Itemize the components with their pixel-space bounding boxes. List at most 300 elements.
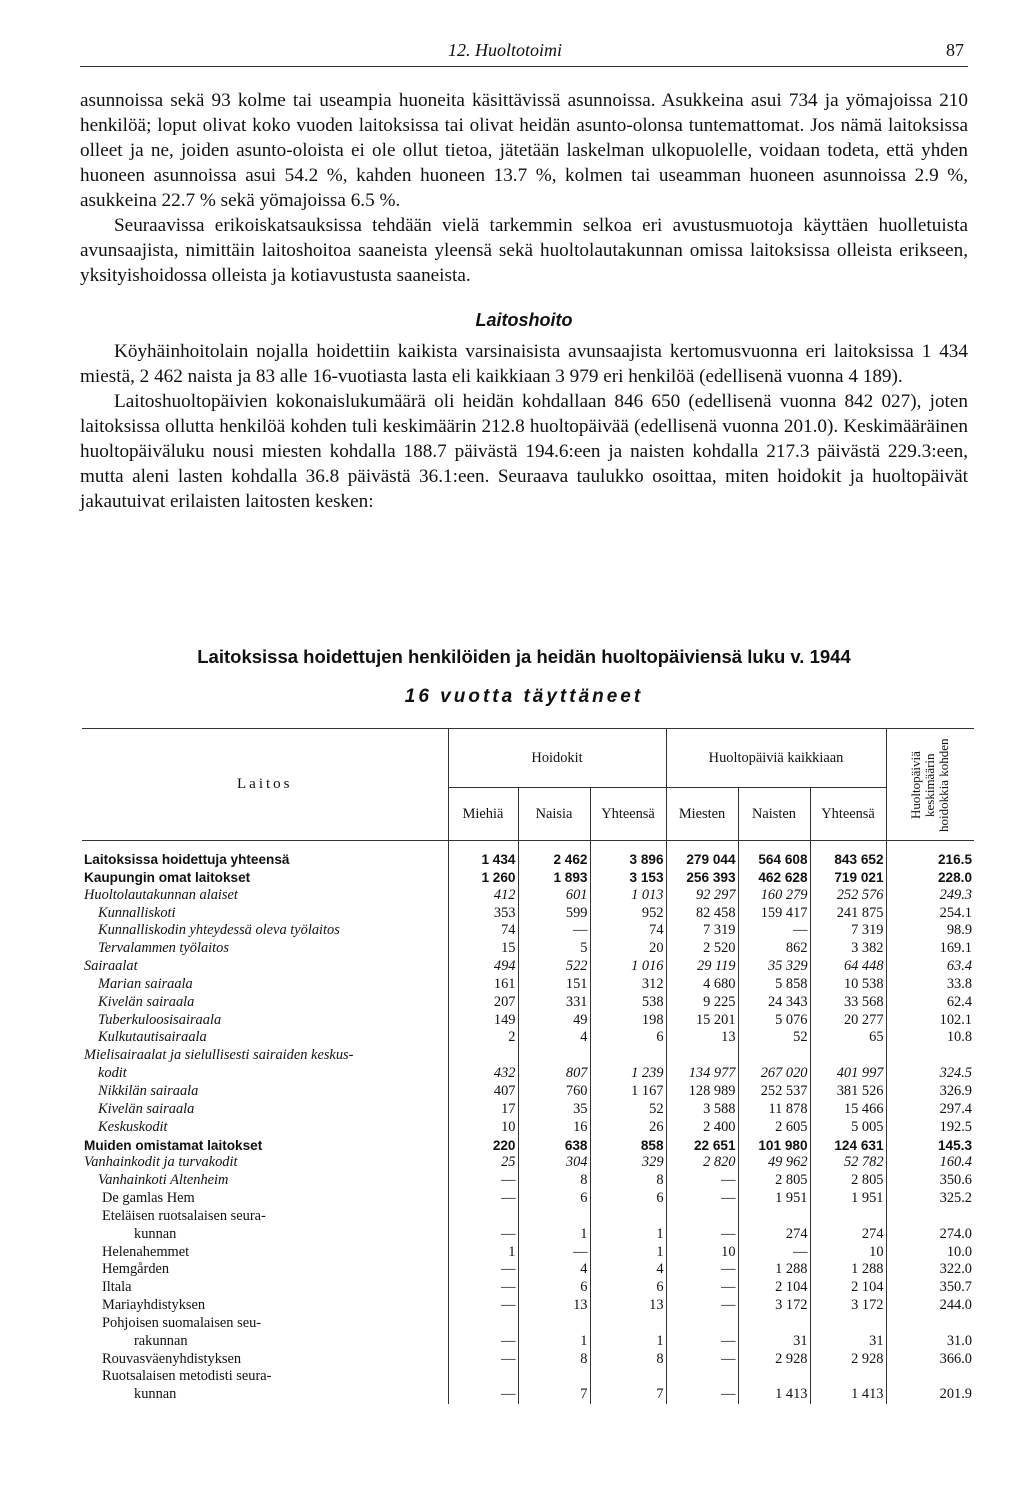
row-label: Muiden omistamat laitokset [84, 1137, 263, 1153]
row-value: 82 458 [666, 905, 738, 923]
row-value: 201.9 [886, 1386, 974, 1404]
table-row [82, 1279, 974, 1297]
row-value: 161 [448, 976, 518, 994]
row-value [738, 1368, 810, 1386]
row-value: 1 [590, 1226, 666, 1244]
row-value: 760 [518, 1083, 590, 1101]
row-value: 381 526 [810, 1083, 886, 1101]
row-value: 7 319 [666, 922, 738, 940]
row-value: 353 [448, 905, 518, 923]
row-value: 2 520 [666, 940, 738, 958]
row-label: Tuberkuloosisairaala [98, 1011, 222, 1028]
page-number: 87 [946, 40, 964, 60]
row-value: 274 [738, 1226, 810, 1244]
row-value: 1 167 [590, 1083, 666, 1101]
row-value: 160.4 [886, 1154, 974, 1172]
row-value: 1 893 [518, 869, 590, 887]
table-body [82, 841, 974, 1405]
row-value: 2 400 [666, 1119, 738, 1137]
row-value [666, 1047, 738, 1065]
table-row [82, 1172, 974, 1190]
row-value: 2 820 [666, 1154, 738, 1172]
row-value: 2 928 [738, 1351, 810, 1369]
row-value: 322.0 [886, 1261, 974, 1279]
table-row [82, 869, 974, 887]
row-value: 241 875 [810, 905, 886, 923]
row-value: 10 [666, 1244, 738, 1262]
row-value: 4 [590, 1261, 666, 1279]
row-value: 52 [590, 1101, 666, 1119]
row-value: 13 [518, 1297, 590, 1315]
row-value: 16 [518, 1119, 590, 1137]
row-value: 15 201 [666, 1012, 738, 1030]
row-value: 151 [518, 976, 590, 994]
row-value: — [666, 1226, 738, 1244]
paragraph: Seuraavissa erikoiskatsauksissa tehdään vielä tarkemmin selkoa eri avustusmuotoja käyttäen huolletuista avunsaajista, nimittäin laitoshoitoa saaneista yleensä sekä huoltolautakunnan omissa laitoksissa olleista erikseen, yksityishoidossa olleista ja kotiavustusta saaneista. [80, 215, 968, 286]
row-label: Kulkutautisairaala [98, 1029, 207, 1046]
row-value: 244.0 [886, 1297, 974, 1315]
row-value: 350.7 [886, 1279, 974, 1297]
table-row [82, 1119, 974, 1137]
table-row [82, 1101, 974, 1119]
row-label: De gamlas Hem [102, 1190, 195, 1207]
row-value: 102.1 [886, 1012, 974, 1030]
row-value: — [666, 1351, 738, 1369]
row-value [886, 1047, 974, 1065]
row-value: 74 [448, 922, 518, 940]
row-value: 31 [810, 1333, 886, 1351]
row-value: 5 858 [738, 976, 810, 994]
row-value: 3 896 [590, 841, 666, 869]
header-miehia: Miehiä [448, 788, 518, 841]
row-value: 35 329 [738, 958, 810, 976]
row-value: 31 [738, 1333, 810, 1351]
row-value: 267 020 [738, 1065, 810, 1083]
row-label: Kaupungin omat laitokset [84, 869, 251, 885]
table-row [82, 958, 974, 976]
row-value: 63.4 [886, 958, 974, 976]
row-value: 13 [590, 1297, 666, 1315]
row-value: 432 [448, 1065, 518, 1083]
row-value: 1 288 [738, 1261, 810, 1279]
row-value: 134 977 [666, 1065, 738, 1083]
table-row [82, 976, 974, 994]
row-value: 5 076 [738, 1012, 810, 1030]
row-value: 3 153 [590, 869, 666, 887]
row-value [886, 1315, 974, 1333]
row-value: 401 997 [810, 1065, 886, 1083]
header-naisia: Naisia [518, 788, 590, 841]
row-label: Kunnalliskoti [98, 904, 176, 921]
row-value: 11 878 [738, 1101, 810, 1119]
row-value: 64 448 [810, 958, 886, 976]
row-value [590, 1047, 666, 1065]
row-value [448, 1368, 518, 1386]
row-value [518, 1047, 590, 1065]
row-value: 2 605 [738, 1119, 810, 1137]
row-value: 9 225 [666, 994, 738, 1012]
row-value: 10 [810, 1244, 886, 1262]
row-value: 522 [518, 958, 590, 976]
row-value: 159 417 [738, 905, 810, 923]
row-value [448, 1047, 518, 1065]
row-value: 3 172 [738, 1297, 810, 1315]
table-row [82, 1047, 974, 1065]
row-value: 4 [518, 1261, 590, 1279]
row-value: 26 [590, 1119, 666, 1137]
row-label: Ruotsalaisen metodisti seura- [102, 1368, 272, 1385]
row-value: 1 413 [810, 1386, 886, 1404]
row-value: 6 [590, 1279, 666, 1297]
row-value: 494 [448, 958, 518, 976]
row-label: Laitoksissa hoidettuja yhteensä [84, 852, 290, 867]
table-row [82, 1083, 974, 1101]
row-label: Huoltolautakunnan alaiset [84, 886, 238, 903]
table-row [82, 841, 974, 869]
row-value: 15 466 [810, 1101, 886, 1119]
row-value: 1 013 [590, 887, 666, 905]
table-row [82, 1244, 974, 1262]
row-value: 2 [448, 1029, 518, 1047]
row-value: 4 [518, 1029, 590, 1047]
row-label: Mielisairaalat ja sielullisesti sairaiden keskus- [84, 1047, 354, 1064]
row-value: 49 962 [738, 1154, 810, 1172]
row-value: 1 434 [448, 841, 518, 869]
row-value: 1 [518, 1333, 590, 1351]
row-value: 98.9 [886, 922, 974, 940]
row-value: 6 [590, 1029, 666, 1047]
row-value: — [666, 1279, 738, 1297]
row-value: 2 805 [738, 1172, 810, 1190]
row-value: — [666, 1190, 738, 1208]
row-label: rakunnan [134, 1332, 188, 1349]
row-label: Mariayhdistyksen [102, 1297, 206, 1314]
row-value: 192.5 [886, 1119, 974, 1137]
row-value: 33 568 [810, 994, 886, 1012]
row-label: Pohjoisen suomalaisen seu- [102, 1314, 262, 1331]
row-label: kodit [98, 1065, 127, 1082]
row-value: 407 [448, 1083, 518, 1101]
row-value: 324.5 [886, 1065, 974, 1083]
row-value [590, 1368, 666, 1386]
row-value: — [448, 1190, 518, 1208]
row-value: 1 [590, 1333, 666, 1351]
row-value: — [666, 1333, 738, 1351]
row-value [886, 1208, 974, 1226]
row-value [518, 1368, 590, 1386]
table-row [82, 1012, 974, 1030]
row-value: 304 [518, 1154, 590, 1172]
row-value [738, 1315, 810, 1333]
row-value: — [666, 1172, 738, 1190]
table-row [82, 1226, 974, 1244]
row-value: 7 [590, 1386, 666, 1404]
row-value: 3 588 [666, 1101, 738, 1119]
row-value: 13 [666, 1029, 738, 1047]
row-value [886, 1368, 974, 1386]
row-value: 599 [518, 905, 590, 923]
row-label: Vanhainkoti Altenheim [98, 1172, 229, 1189]
row-value: 1 [518, 1226, 590, 1244]
row-value: 350.6 [886, 1172, 974, 1190]
row-value: 7 [518, 1386, 590, 1404]
paragraph: Laitoshuoltopäivien kokonaislukumäärä oli heidän kohdallaan 846 650 (edellisenä vuonna 842 027), joten laitoksissa ollutta henkilöä kohden tuli keskimäärin 212.8 huoltopäivää (edellisenä vuonna 201.0). Keskimääräinen huoltopäiväluku nousi miesten kohdalla 188.7 päivästä 194.6:een ja naisten kohdalla 217.3 päivästä 229.3:een, mutta aleni lasten kohdalla 36.8 päivästä 36.1:een. Seuraava taulukko osoittaa, miten hoidokit ja huoltopäivät jakautuivat erilaisten laitosten kesken: [80, 391, 968, 512]
row-value: 538 [590, 994, 666, 1012]
chapter-title: 12. Huoltotoimi [448, 40, 563, 60]
row-value: 256 393 [666, 869, 738, 887]
row-value: 279 044 [666, 841, 738, 869]
row-value: 638 [518, 1137, 590, 1155]
row-value: 249.3 [886, 887, 974, 905]
row-value: 10 538 [810, 976, 886, 994]
header-yhteensa2: Yhteensä [810, 788, 886, 841]
row-value: 128 989 [666, 1083, 738, 1101]
row-value: 216.5 [886, 841, 974, 869]
table-row [82, 887, 974, 905]
row-value: 312 [590, 976, 666, 994]
row-value: — [448, 1172, 518, 1190]
statistics-table [82, 728, 974, 1404]
row-value: — [448, 1333, 518, 1351]
row-value: 1 413 [738, 1386, 810, 1404]
row-value: 1 [448, 1244, 518, 1262]
row-value: 1 951 [810, 1190, 886, 1208]
table-row [82, 994, 974, 1012]
row-value: — [738, 922, 810, 940]
row-value: 10 [448, 1119, 518, 1137]
row-value: 49 [518, 1012, 590, 1030]
row-value: 858 [590, 1137, 666, 1155]
row-value: 862 [738, 940, 810, 958]
row-value: 254.1 [886, 905, 974, 923]
table-row [82, 1261, 974, 1279]
row-value: — [448, 1226, 518, 1244]
row-value: 15 [448, 940, 518, 958]
row-label: Nikkilän sairaala [98, 1082, 199, 1099]
row-value: 52 [738, 1029, 810, 1047]
row-value: 719 021 [810, 869, 886, 887]
row-value: 326.9 [886, 1083, 974, 1101]
table-row [82, 1333, 974, 1351]
row-value [590, 1315, 666, 1333]
row-value: 2 805 [810, 1172, 886, 1190]
row-value: — [448, 1279, 518, 1297]
row-value: 601 [518, 887, 590, 905]
row-value: 17 [448, 1101, 518, 1119]
row-label: kunnan [134, 1225, 177, 1242]
table-row [82, 1368, 974, 1386]
row-value: 6 [518, 1190, 590, 1208]
table-row [82, 1190, 974, 1208]
row-value: 8 [518, 1351, 590, 1369]
row-value: 20 [590, 940, 666, 958]
row-value [518, 1315, 590, 1333]
row-value [448, 1315, 518, 1333]
row-value: 807 [518, 1065, 590, 1083]
row-value: — [448, 1351, 518, 1369]
row-value: 124 631 [810, 1137, 886, 1155]
row-label: Tervalammen työlaitos [98, 940, 229, 957]
row-value: — [738, 1244, 810, 1262]
row-value: 25 [448, 1154, 518, 1172]
row-label: Marian sairaala [98, 975, 193, 992]
body-text [80, 88, 968, 514]
row-value: 31.0 [886, 1333, 974, 1351]
row-value: 274 [810, 1226, 886, 1244]
row-label: Rouvasväenyhdistyksen [102, 1350, 242, 1367]
table-row [82, 1315, 974, 1333]
row-value [810, 1368, 886, 1386]
row-value: — [666, 1386, 738, 1404]
row-value: 8 [590, 1351, 666, 1369]
row-value: 160 279 [738, 887, 810, 905]
row-value: — [518, 1244, 590, 1262]
running-head [80, 38, 968, 67]
row-value: 35 [518, 1101, 590, 1119]
row-label: Kivelän sairaala [98, 993, 195, 1010]
row-value: 462 628 [738, 869, 810, 887]
row-label: Eteläisen ruotsalaisen seura- [102, 1207, 266, 1224]
row-value: 33.8 [886, 976, 974, 994]
row-value: 2 104 [810, 1279, 886, 1297]
row-value [666, 1368, 738, 1386]
row-label: Iltala [102, 1279, 132, 1296]
row-label: Kunnalliskodin yhteydessä oleva työlaitos [98, 922, 340, 939]
row-value: — [448, 1297, 518, 1315]
header-hoidokit: Hoidokit [448, 729, 666, 788]
row-value: 274.0 [886, 1226, 974, 1244]
row-value [738, 1047, 810, 1065]
row-value: 2 462 [518, 841, 590, 869]
row-value: 1 239 [590, 1065, 666, 1083]
table-row [82, 905, 974, 923]
header-huoltopaivat: Huoltopäiviä kaikkiaan [666, 729, 886, 788]
row-value: 24 343 [738, 994, 810, 1012]
row-value: 952 [590, 905, 666, 923]
row-value: 62.4 [886, 994, 974, 1012]
row-value [810, 1047, 886, 1065]
row-value: 252 576 [810, 887, 886, 905]
row-value: 1 [590, 1244, 666, 1262]
row-value: 1 288 [810, 1261, 886, 1279]
row-label: Vanhainkodit ja turvakodit [84, 1154, 238, 1171]
table-row [82, 1137, 974, 1155]
table-row [82, 1386, 974, 1404]
row-value: 220 [448, 1137, 518, 1155]
row-value: — [666, 1297, 738, 1315]
row-value: 3 382 [810, 940, 886, 958]
table-row [82, 922, 974, 940]
row-value: 65 [810, 1029, 886, 1047]
row-value: 228.0 [886, 869, 974, 887]
row-value: 169.1 [886, 940, 974, 958]
row-label: kunnan [134, 1386, 177, 1403]
row-value: — [666, 1261, 738, 1279]
section-heading: Laitoshoito [475, 310, 573, 330]
row-value: 10.0 [886, 1244, 974, 1262]
row-value: 4 680 [666, 976, 738, 994]
header-laitos: Laitos [82, 729, 448, 841]
row-value: 10.8 [886, 1029, 974, 1047]
row-value: 6 [518, 1279, 590, 1297]
row-value: 145.3 [886, 1137, 974, 1155]
row-value: — [448, 1386, 518, 1404]
table-row [82, 940, 974, 958]
row-value [810, 1315, 886, 1333]
row-value: 92 297 [666, 887, 738, 905]
row-label: Hemgården [102, 1261, 170, 1278]
row-value: 207 [448, 994, 518, 1012]
header-naisten: Naisten [738, 788, 810, 841]
row-label: Kivelän sairaala [98, 1100, 195, 1117]
row-value [666, 1315, 738, 1333]
table-row [82, 1297, 974, 1315]
row-value: 1 260 [448, 869, 518, 887]
row-value: 564 608 [738, 841, 810, 869]
table-row [82, 1351, 974, 1369]
row-value: 8 [590, 1172, 666, 1190]
row-value: 149 [448, 1012, 518, 1030]
row-value: 74 [590, 922, 666, 940]
paragraph: Köyhäinhoitolain nojalla hoidettiin kaikista varsinaisista avunsaajista kertomusvuonna eri laitoksissa 1 434 miestä, 2 462 naista ja 83 alle 16-vuotiasta lasta eli kaikkiaan 3 979 eri henkilöä (edellisenä vuonna 4 189). [80, 341, 968, 387]
row-value: — [448, 1261, 518, 1279]
row-value: 5 005 [810, 1119, 886, 1137]
row-value: 331 [518, 994, 590, 1012]
row-value: 22 651 [666, 1137, 738, 1155]
row-value: 29 119 [666, 958, 738, 976]
row-value: 20 277 [810, 1012, 886, 1030]
row-value: 101 980 [738, 1137, 810, 1155]
row-value: 843 652 [810, 841, 886, 869]
row-value: 2 104 [738, 1279, 810, 1297]
row-value: 412 [448, 887, 518, 905]
row-value [738, 1208, 810, 1226]
row-value [666, 1208, 738, 1226]
row-value: 6 [590, 1190, 666, 1208]
row-value: 325.2 [886, 1190, 974, 1208]
header-miesten: Miesten [666, 788, 738, 841]
row-value: 1 016 [590, 958, 666, 976]
header-yhteensa: Yhteensä [590, 788, 666, 841]
row-value: 7 319 [810, 922, 886, 940]
row-value: 52 782 [810, 1154, 886, 1172]
table-title: Laitoksissa hoidettujen henkilöiden ja heidän huoltopäiviensä luku v. 1944 [197, 646, 851, 667]
row-label: Keskuskodit [98, 1118, 168, 1135]
row-value [448, 1208, 518, 1226]
row-value: 5 [518, 940, 590, 958]
row-value [590, 1208, 666, 1226]
row-value: 252 537 [738, 1083, 810, 1101]
row-value: 198 [590, 1012, 666, 1030]
row-value: 1 951 [738, 1190, 810, 1208]
row-value: 329 [590, 1154, 666, 1172]
row-value: 2 928 [810, 1351, 886, 1369]
table-row [82, 1065, 974, 1083]
table-row [82, 1154, 974, 1172]
table-row [82, 1029, 974, 1047]
row-value [810, 1208, 886, 1226]
row-label: Sairaalat [84, 958, 138, 975]
row-label: Helenahemmet [102, 1243, 190, 1260]
paragraph: asunnoissa sekä 93 kolme tai useampia huoneita käsittävissä asunnoissa. Asukkeina asui 734 ja yömajoissa 210 henkilöä; loput olivat koko vuoden laitoksissa tai olivat heidän asunto-olonsa tuntemattomat. Jos nämä laitoksissa olleet ja ne, joiden asunto-oloista ei ole ollut tietoa, jätetään laskelman ulkopuolelle, voidaan todeta, että yhden huoneen asunnoissa asui 54.2 %, kahden huoneen 13.7 %, kolmen tai useamman huoneen asunnoissa 2.9 %, asukkeina 22.7 % sekä yömajoissa 6.5 %. [80, 90, 968, 211]
row-value: 297.4 [886, 1101, 974, 1119]
row-value: — [518, 922, 590, 940]
row-value [518, 1208, 590, 1226]
row-value: 3 172 [810, 1297, 886, 1315]
row-value: 366.0 [886, 1351, 974, 1369]
header-keskim: Huoltopäiviä keskimäärin hoidokkia kohden [886, 729, 974, 841]
row-value: 8 [518, 1172, 590, 1190]
